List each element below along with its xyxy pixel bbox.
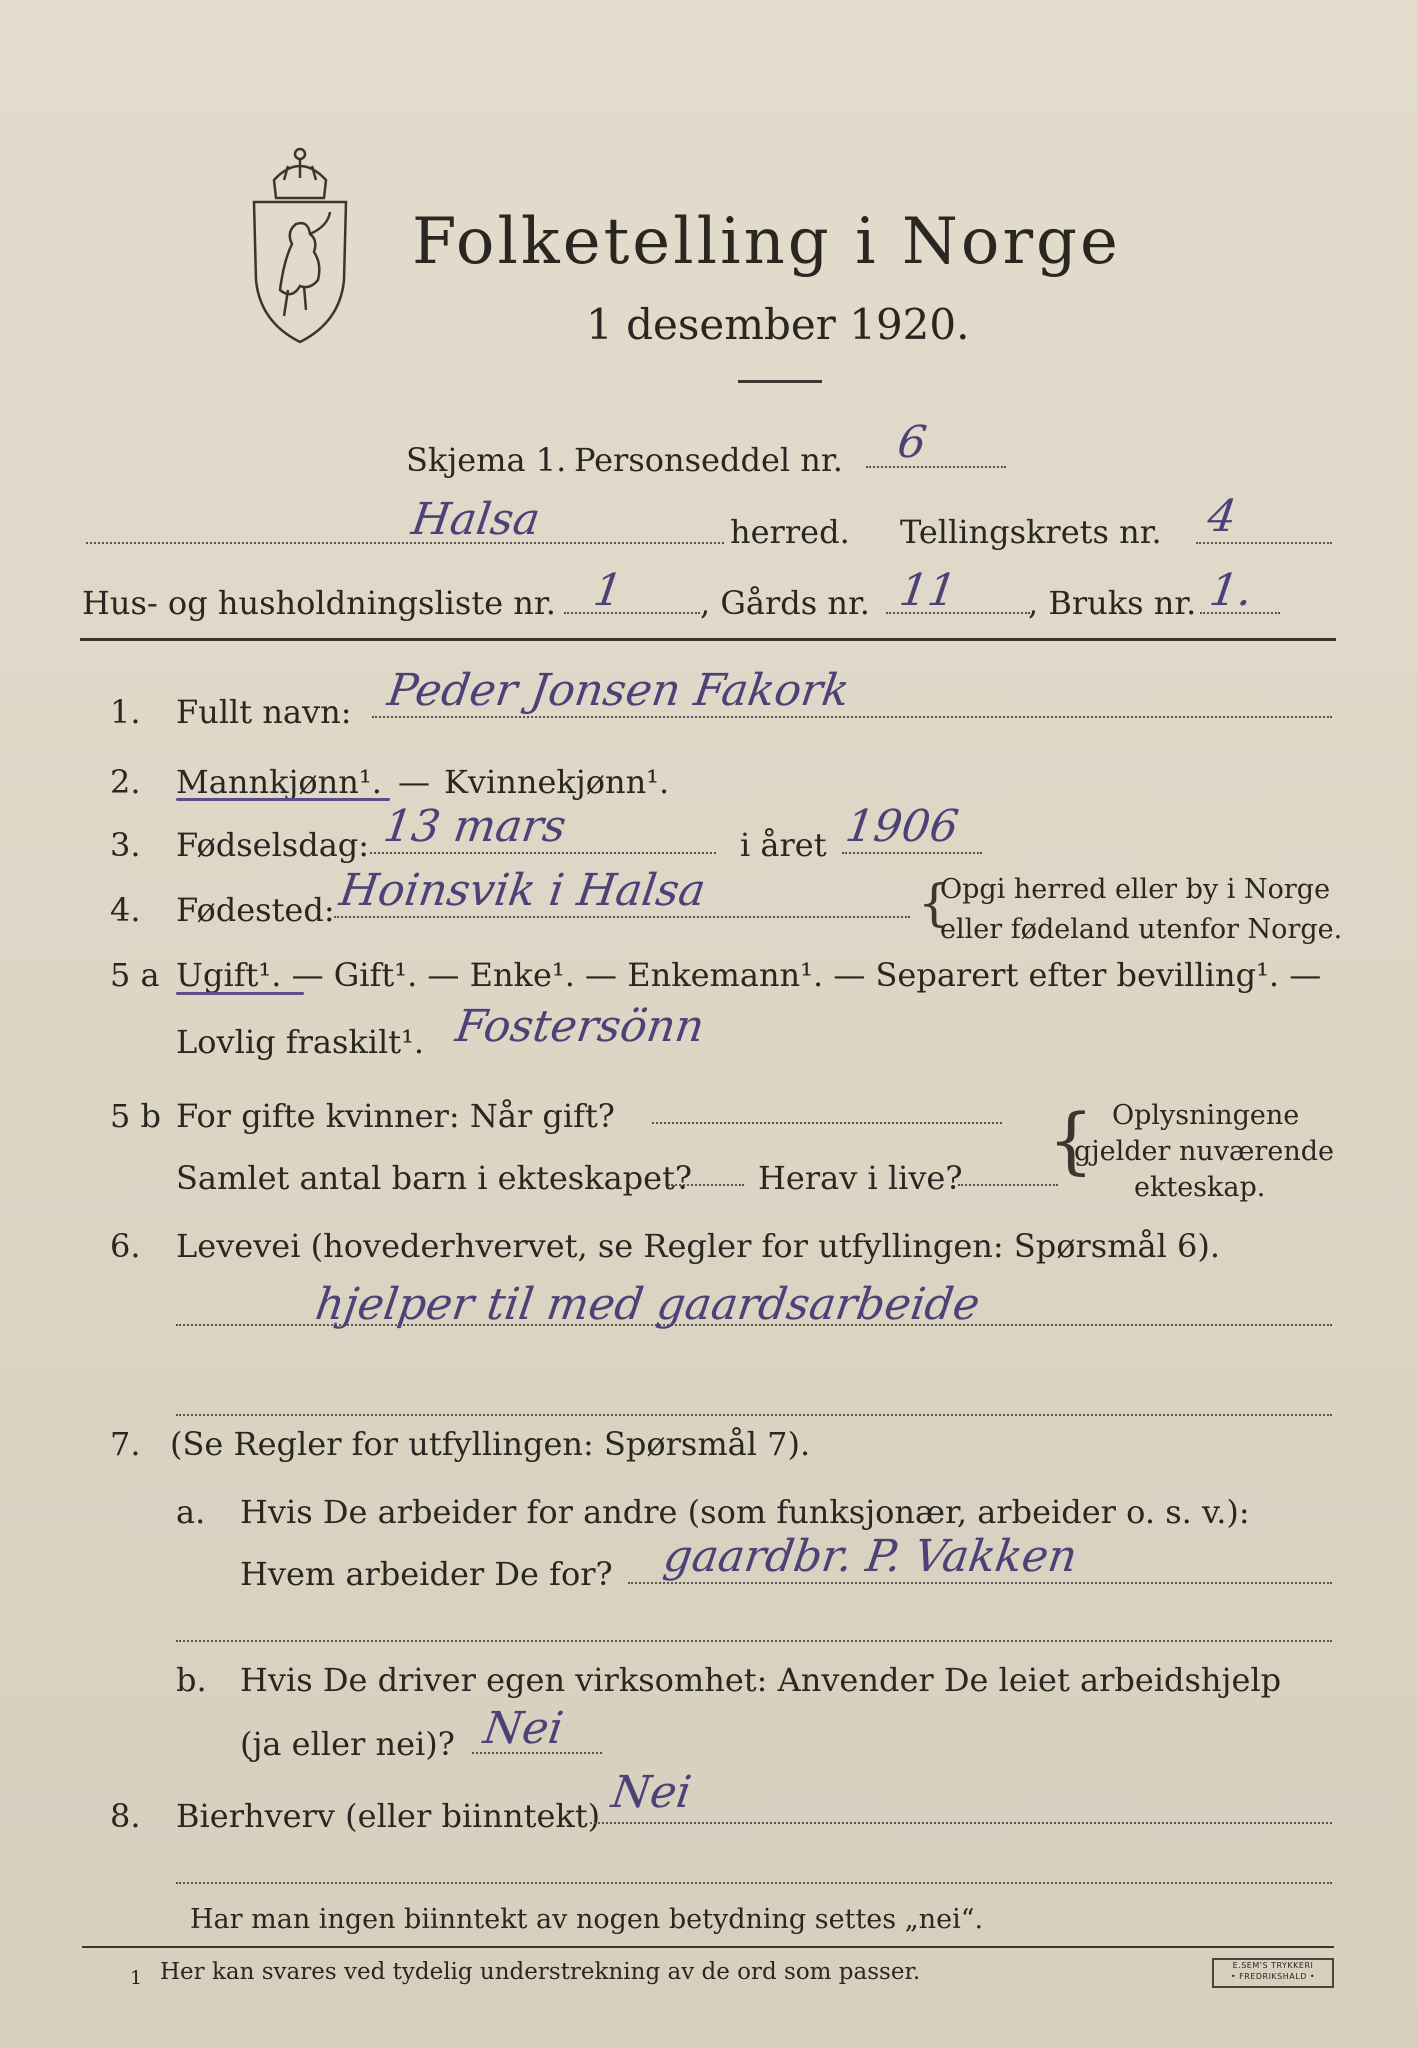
q4-value: Hoinsvik i Halsa <box>336 865 709 916</box>
q4-note-line2: eller fødeland utenfor Norge. <box>940 914 1343 945</box>
q5b-alive-label: Herav i live? <box>758 1159 963 1197</box>
q5a-value: Fostersönn <box>452 1001 708 1052</box>
q5b-alive-field <box>958 1184 1058 1186</box>
q7a-line1: Hvis De arbeider for andre (som funksjonær, arbeider o. s. v.): <box>240 1493 1250 1531</box>
bruks-label: , Bruks nr. <box>1028 584 1197 622</box>
husliste-field <box>564 612 700 614</box>
q6-value: hjelper til med gaardsarbeide <box>312 1279 983 1330</box>
q8-label: Bierhverv (eller biinntekt) <box>176 1797 601 1835</box>
q3-number: 3. <box>110 826 141 864</box>
q1-label: Fullt navn: <box>176 693 352 731</box>
footer-divider <box>82 1946 1334 1948</box>
footnote-text: Her kan svares ved tydelig understrekning av de ord som passer. <box>160 1959 921 1985</box>
q7a-employer-label: Hvem arbeider De for? <box>240 1555 613 1593</box>
footnote-mark: 1 <box>130 1967 143 1989</box>
q3-year-value: 1906 <box>842 801 962 852</box>
q5a-status-options: Ugift¹. — Gift¹. — Enke¹. — Enkemann¹. — Separert efter bevilling¹. — <box>176 956 1322 994</box>
q7b-letter: b. <box>176 1661 207 1699</box>
personseddel-field <box>866 466 1006 468</box>
q3-day-field <box>370 852 716 854</box>
q7a-employer-field <box>628 1582 1332 1584</box>
q1-field <box>372 716 1332 718</box>
tellingskrets-field <box>1196 542 1332 544</box>
census-date: 1 desember 1920. <box>586 300 970 349</box>
q5b-children-field <box>668 1184 744 1186</box>
tellingskrets-value: 4 <box>1204 491 1240 542</box>
q3-day-value: 13 mars <box>380 801 570 852</box>
q5b-number: 5 b <box>110 1097 162 1135</box>
gards-value: 11 <box>896 565 960 616</box>
q5a-ugift-underline <box>176 992 304 995</box>
footer-note: Har man ingen biinntekt av nogen betydning settes „nei“. <box>190 1904 984 1935</box>
husliste-value: 1 <box>590 565 626 616</box>
q5b-note-line1: Oplysningene <box>1112 1100 1300 1131</box>
form-title: Folketelling i Norge <box>412 205 1121 279</box>
q4-brace: { <box>918 874 950 932</box>
q6-number: 6. <box>110 1227 141 1265</box>
q8-field-extra <box>176 1882 1332 1884</box>
personseddel-label: Personseddel nr. <box>574 441 843 479</box>
q5b-children-label: Samlet antal barn i ekteskapet? <box>176 1159 693 1197</box>
q5b-note-line2: gjelder nuværende <box>1074 1136 1334 1167</box>
personseddel-value: 6 <box>894 417 930 468</box>
q4-label: Fødested: <box>176 891 335 929</box>
herred-field <box>86 542 724 544</box>
q7b-line1: Hvis De driver egen virksomhet: Anvender De leiet arbeidshjelp <box>240 1661 1282 1699</box>
q8-field <box>590 1822 1332 1824</box>
skjema-label: Skjema 1. <box>406 441 567 479</box>
herred-value: Halsa <box>408 494 544 545</box>
q4-note-line1: Opgi herred eller by i Norge <box>940 874 1331 905</box>
printer-stamp-line1: E.SEM'S TRYKKERI <box>1232 1961 1314 1970</box>
q8-value: Nei <box>608 1767 695 1818</box>
q6-field-extra <box>176 1414 1332 1416</box>
q2-separator: — <box>398 763 430 801</box>
gards-label: , Gårds nr. <box>700 584 870 622</box>
q7-number: 7. <box>110 1425 141 1463</box>
q5b-married-field <box>652 1122 1002 1124</box>
q4-field <box>334 916 910 918</box>
q3-label: Fødselsdag: <box>176 826 370 864</box>
q5b-note-line3: ekteskap. <box>1134 1172 1266 1203</box>
q7a-field-extra <box>176 1640 1332 1642</box>
q4-number: 4. <box>110 891 141 929</box>
q2-female-option: Kvinnekjønn¹. <box>444 763 670 801</box>
q5b-married-label: For gifte kvinner: Når gift? <box>176 1097 615 1135</box>
q7b-hire-label: (ja eller nei)? <box>240 1725 455 1763</box>
q3-year-label: i året <box>740 826 827 864</box>
q6-label: Levevei (hovederhvervet, se Regler for utfyllingen: Spørsmål 6). <box>176 1227 1221 1265</box>
q2-number: 2. <box>110 763 141 801</box>
q5a-fraskilt-label: Lovlig fraskilt¹. <box>176 1023 425 1061</box>
printer-stamp-line2: • FREDRIKSHALD • <box>1230 1972 1316 1981</box>
bruks-value: 1. <box>1206 565 1256 616</box>
norwegian-lion-coat-of-arms-icon <box>244 140 356 346</box>
q7a-letter: a. <box>176 1493 206 1531</box>
q7-label: (Se Regler for utfyllingen: Spørsmål 7). <box>170 1425 811 1463</box>
herred-label: herred. <box>730 513 850 551</box>
header-divider <box>80 638 1336 641</box>
q1-value: Peder Jonsen Fakork <box>384 665 853 716</box>
q7b-hire-value: Nei <box>480 1703 567 1754</box>
q5b-brace: { <box>1048 1098 1094 1182</box>
q3-year-field <box>842 852 982 854</box>
husliste-label: Hus- og husholdningsliste nr. <box>82 584 556 622</box>
title-divider <box>738 380 822 383</box>
q1-number: 1. <box>110 693 141 731</box>
printer-stamp <box>1212 1958 1334 1988</box>
q2-male-underline <box>176 798 390 801</box>
q5a-number: 5 a <box>110 956 160 994</box>
q7a-employer-value: gaardbr. P. Vakken <box>660 1531 1081 1582</box>
q8-number: 8. <box>110 1797 141 1835</box>
tellingskrets-label: Tellingskrets nr. <box>900 513 1162 551</box>
q2-male-option: Mannkjønn¹. <box>176 763 382 801</box>
